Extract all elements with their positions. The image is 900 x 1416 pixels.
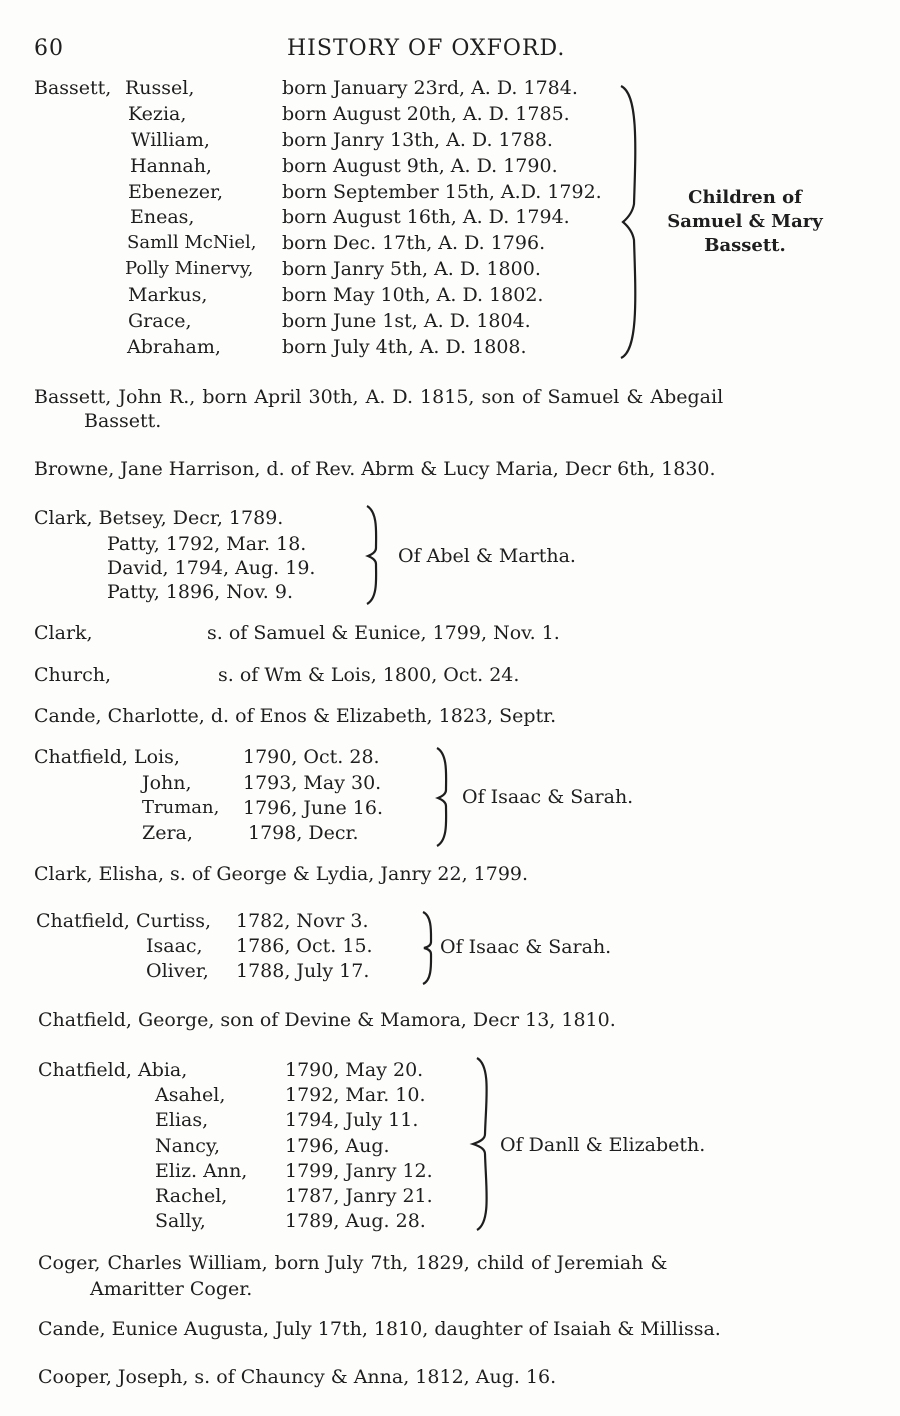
given-name: Zera, [142, 822, 193, 844]
entry-line: Amaritter Coger. [90, 1278, 253, 1300]
entry-line: Patty, 1792, Mar. 18. [107, 533, 307, 555]
birth-date: 1792, Mar. 10. [285, 1084, 426, 1106]
birth-date: 1790, May 20. [285, 1059, 424, 1081]
birth-date: born September 15th, A.D. 1792. [282, 181, 602, 203]
birth-date: 1794, July 11. [285, 1109, 419, 1131]
entry-line: Chatfield, George, son of Devine & Mamora, Decr 13, 1810. [38, 1009, 616, 1031]
birth-date: born Dec. 17th, A. D. 1796. [282, 232, 546, 254]
birth-date: born August 9th, A. D. 1790. [282, 155, 558, 177]
given-name: Grace, [128, 310, 192, 332]
group-note: Of Isaac & Sarah. [462, 786, 634, 808]
given-name: Asahel, [155, 1084, 226, 1106]
right-curly-brace [618, 84, 648, 360]
entry-line: Bassett. [84, 410, 162, 432]
right-curly-brace [364, 504, 388, 606]
entry-line: Cande, Charlotte, d. of Enos & Elizabeth, 1823, Septr. [34, 705, 557, 727]
entry-line: s. of Samuel & Eunice, 1799, Nov. 1. [207, 622, 560, 644]
birth-date: born Janry 13th, A. D. 1788. [282, 129, 553, 151]
group-note-line: Children of [688, 187, 802, 208]
entry-line: Coger, Charles William, born July 7th, 1829, child of Jeremiah & [38, 1252, 668, 1274]
birth-date: 1799, Janry 12. [285, 1160, 433, 1182]
birth-date: born Janry 5th, A. D. 1800. [282, 258, 541, 280]
birth-date: 1796, Aug. [285, 1135, 390, 1157]
entry-line: Bassett, John R., born April 30th, A. D. 1815, son of Samuel & Abegail [34, 386, 724, 408]
given-name: Ebenezer, [128, 181, 224, 203]
birth-date: born January 23rd, A. D. 1784. [282, 77, 578, 99]
given-name: Polly Minervy, [125, 258, 254, 279]
given-name: Rachel, [155, 1185, 228, 1207]
given-name: Samll McNiel, [127, 232, 257, 253]
birth-date: born July 4th, A. D. 1808. [282, 336, 527, 358]
right-curly-brace [467, 1056, 493, 1232]
birth-date: 1786, Oct. 15. [236, 935, 373, 957]
birth-date: 1798, Decr. [248, 822, 359, 844]
given-name: Chatfield, Lois, [34, 746, 180, 768]
entry-line: Cooper, Joseph, s. of Chauncy & Anna, 1812, Aug. 16. [38, 1366, 557, 1388]
given-name: Truman, [142, 797, 220, 818]
given-name: Markus, [128, 284, 208, 306]
given-name: Elias, [155, 1109, 209, 1131]
group-note: Of Abel & Martha. [398, 545, 576, 567]
birth-date: 1788, July 17. [236, 960, 370, 982]
group-note-line: Samuel & Mary [667, 211, 823, 232]
entry-line: Browne, Jane Harrison, d. of Rev. Abrm & Lucy Maria, Decr 6th, 1830. [34, 458, 716, 480]
group-note: Of Danll & Elizabeth. [500, 1134, 706, 1156]
given-name: Chatfield, Abia, [38, 1059, 188, 1081]
given-name: Abraham, [127, 336, 221, 358]
group-note: Of Isaac & Sarah. [440, 936, 612, 958]
page-title: HISTORY OF OXFORD. [287, 36, 566, 61]
given-name: Isaac, [146, 935, 203, 957]
page-number: 60 [34, 36, 64, 61]
given-name: Eneas, [130, 206, 195, 228]
entry-line: David, 1794, Aug. 19. [107, 557, 316, 579]
birth-date: 1793, May 30. [243, 772, 382, 794]
entry-line: Cande, Eunice Augusta, July 17th, 1810, daughter of Isaiah & Millissa. [38, 1318, 721, 1340]
given-name: Russel, [125, 77, 195, 99]
surname: Clark, [34, 622, 93, 644]
given-name: John, [142, 772, 192, 794]
right-curly-brace [434, 746, 458, 848]
entry-line: Clark, Elisha, s. of George & Lydia, Janry 22, 1799. [34, 863, 529, 885]
surname: Church, [34, 664, 112, 686]
entry-line: s. of Wm & Lois, 1800, Oct. 24. [218, 664, 520, 686]
given-name: Kezia, [128, 103, 187, 125]
group-note-line: Bassett. [704, 235, 786, 256]
surname: Bassett, [34, 77, 112, 99]
right-curly-brace [420, 910, 442, 986]
given-name: Chatfield, Curtiss, [36, 910, 212, 932]
birth-date: born June 1st, A. D. 1804. [282, 310, 531, 332]
birth-date: born August 16th, A. D. 1794. [282, 206, 570, 228]
birth-date: 1790, Oct. 28. [243, 746, 380, 768]
birth-date: 1789, Aug. 28. [285, 1210, 426, 1232]
birth-date: 1796, June 16. [243, 797, 384, 819]
given-name: Eliz. Ann, [155, 1160, 248, 1182]
entry-line: Patty, 1896, Nov. 9. [107, 581, 294, 603]
given-name: William, [131, 129, 210, 151]
given-name: Sally, [155, 1210, 206, 1232]
given-name: Hannah, [130, 155, 212, 177]
birth-date: born August 20th, A. D. 1785. [282, 103, 570, 125]
birth-date: born May 10th, A. D. 1802. [282, 284, 544, 306]
birth-date: 1787, Janry 21. [285, 1185, 433, 1207]
given-name: Nancy, [155, 1135, 221, 1157]
given-name: Oliver, [146, 960, 209, 982]
entry-line: Clark, Betsey, Decr, 1789. [34, 507, 284, 529]
birth-date: 1782, Novr 3. [236, 910, 369, 932]
